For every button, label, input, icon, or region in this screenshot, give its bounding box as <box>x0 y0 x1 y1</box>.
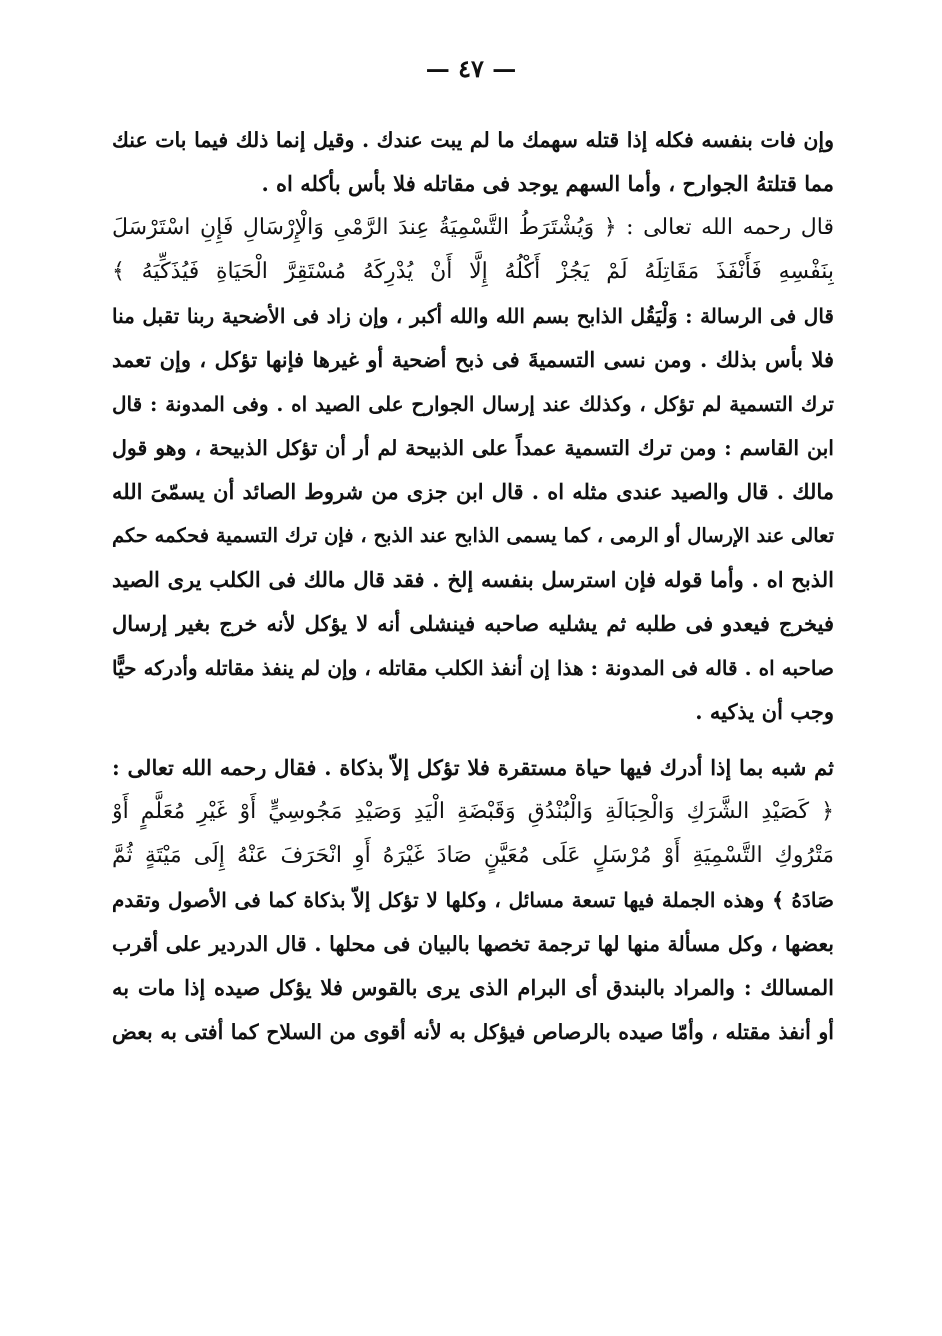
text-line: بعضها ، وكل مسألة منها لها ترجمة تخصها بالبيان فى محلها . قال الدردير على أقرب <box>112 932 834 956</box>
quote-line: قال رحمه الله تعالى : ﴿ وَيُشْتَرَطُ التَّسْمِيَةُ عِندَ الرَّمْىِ وَالْإِرْسَالِ فَإِنِ اسْتَرْسَلَ <box>112 215 834 240</box>
text-line: أو أنفذ مقتله ، وأمّا صيده بالرصاص فيؤكل به لأنه أقوى من السلاح كما أفتى به بعض <box>112 1020 834 1044</box>
text-line: قال فى الرسالة : وَلْيَقُل الذابح بسم الله والله أكبر ، وإن زاد فى الأضحية ربنا تقبل منا <box>112 304 834 328</box>
quote-line: ﴿ كَصَيْدِ الشَّرَكِ وَالْحِبَالَةِ وَالْبُنْدُقِ وَقَبْضَةِ الْيَدِ وَصَيْدِ مَجُوسِيٍّ أَوْ غَيْرِ مُعَلَّمٍ أَوْ <box>112 799 834 824</box>
text-line: الذبح اه . وأما قوله فإن استرسل بنفسه إلخ . فقد قال مالك فى الكلب يرى الصيد <box>112 567 834 592</box>
quote-line: مَتْرُوكِ التَّسْمِيَةِ أَوْ مُرْسَلٍ عَلَى مُعَيَّنٍ صَادَ غَيْرَهُ أَوِ انْحَرَفَ عَنْهُ إِلَى مَيْتَةٍ ثُمَّ <box>112 843 834 868</box>
quote-line: بِنَفْسِهِ فَأَنْفَذَ مَقَاتِلَهُ لَمْ يَجُزْ أَكْلُهُ إِلَّا أَنْ يُدْرِكَهُ مُسْتَقِرَّ الْحَيَاةِ فَيُذَكِّيَهُ ﴾ <box>112 259 834 284</box>
text-line: مالك . قال والصيد عندى مثله اه . قال ابن جزى من شروط الصائد أن يسمّىَ الله <box>112 479 834 504</box>
text-line: صَادَهُ ﴾ وهذه الجملة فيها تسعة مسائل ، وكلها لا تؤكل إلاّ بذكاة كما فى الأصول وتقدم <box>112 888 834 912</box>
page-number: — ٤٧ — <box>425 54 517 83</box>
text-line: فيخرج فيعدو فى طلبه ثم يشليه صاحبه فينشلى أنه لا يؤكل لأنه خرج بغير إرسال <box>112 611 834 636</box>
paragraph-2 <box>112 206 834 734</box>
text-line: وجب أن يذكيه . <box>695 699 834 724</box>
text-line: المسالك : والمراد بالبندق أى البرام الذى يرى بالقوس فلا يؤكل صيده إذا مات به <box>112 975 834 1000</box>
paragraph-3 <box>112 746 834 1054</box>
text-line: تعالى عند الإرسال أو الرمى ، كما يسمى الذابح عند الذبح ، فإن ترك التسمية فحكمه حكم <box>112 524 834 547</box>
text-line: ثم شبه بما إذا أدرك فيها حياة مستقرة فلا تؤكل إلاّ بذكاة . فقال رحمه الله تعالى : <box>112 755 834 780</box>
text-line: مما قتلتهُ الجوارح ، وأما السهم يوجد فى مقاتله فلا بأس بأكله اه . <box>261 171 834 196</box>
text-line: وإن فات بنفسه فكله إذا قتله سهمك ما لم يبت عندك . وقيل إنما ذلك فيما بات عنك <box>112 128 834 152</box>
paragraph-1 <box>112 118 834 206</box>
text-line: ترك التسمية لم تؤكل ، وكذلك عند إرسال الجوارح على الصيد اه . وفى المدونة : قال <box>112 392 834 416</box>
text-line: صاحبه اه . قاله فى المدونة : هذا إن أنفذ الكلب مقاتله ، وإن لم ينفذ مقاتله وأدركه حيًّا <box>112 656 834 680</box>
text-line: ابن القاسم : ومن ترك التسمية عمداً على الذبيحة لم أر أن تؤكل الذبيحة ، وهو قول <box>112 436 834 460</box>
body-text <box>112 118 834 1054</box>
text-line: فلا بأس بذلك . ومن نسى التسميةَ فى ذبح أضحية أو غيرها فإنها تؤكل ، وإن تعمد <box>112 347 834 372</box>
